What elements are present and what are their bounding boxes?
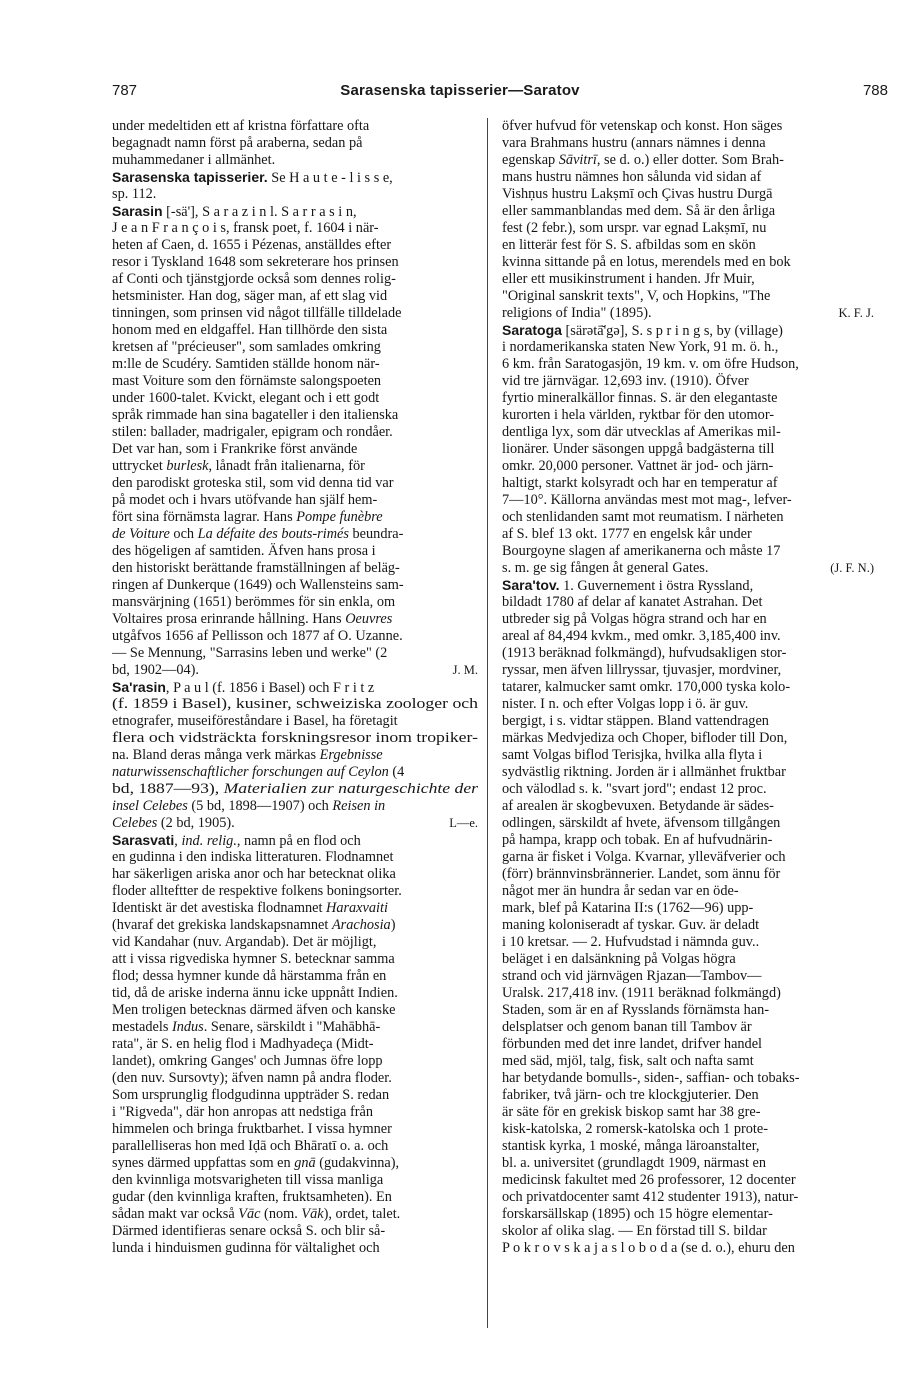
- text-line: medicinsk fakultet med 26 professorer, 12 docenter: [502, 1172, 796, 1188]
- text-line: tid, då de ariske inderna ännu icke uppnått Indien.: [112, 985, 398, 1001]
- text-line: (f. 1859 i Basel), kusiner, schweiziska zoologer och: [112, 696, 478, 712]
- text-line: garna är fisket i Volga. Kvarnar, ylleväfverier och: [502, 849, 786, 865]
- text-line: Sa'rasin, P a u l (f. 1856 i Basel) och F r i t z: [112, 679, 375, 696]
- text-line: flod; dessa hymner kunde då härstamma från en: [112, 968, 387, 984]
- text-line: naturwissenschaftlicher forschungen auf Ceylon (4: [112, 764, 405, 780]
- column-divider: [487, 118, 488, 1328]
- text-line: och stenlidanden samt mot reumatism. I närheten: [502, 509, 784, 525]
- text-line: förbunden med det inre landet, drifver handel: [502, 1036, 763, 1052]
- text-line: religions of India" (1895). K. F. J.: [502, 305, 874, 321]
- text-line: muhammedaner i allmänhet.: [112, 152, 276, 168]
- text-line: eller sammanblandas med dem. Så är den årliga: [502, 203, 776, 219]
- text-line: märkas Medvjediza och Choper, bifloder till Don,: [502, 730, 788, 746]
- text-line: himmelen och bringa fruktbarhet. I vissa hymner: [112, 1121, 392, 1137]
- text-line: under 1600-talet. Kvickt, elegant och i ett godt: [112, 390, 380, 406]
- text-line: ringen af Dunkerque (1649) och Wallensteins sam-: [112, 577, 404, 593]
- text-line: synes därmed uppfattas som en gnā (gudakvinna),: [112, 1155, 400, 1171]
- text-line: de Voiture och La défaite des bouts-rimés beundra-: [112, 526, 404, 542]
- text-line: ryssar, men äfven lillryssar, tjuvasjer, mordviner,: [502, 662, 782, 678]
- text-line: beläget i en dalsänkning på Volgas högra: [502, 951, 736, 967]
- text-line: stantisk kyrka, 1 moské, många läroanstalter,: [502, 1138, 760, 1154]
- text-line: begagnadt namn först på araberna, sedan på: [112, 135, 363, 151]
- author-signature: J. M.: [452, 663, 478, 677]
- text-line: Sarasenska tapisserier. Se H a u t e - l i s s e,: [112, 169, 393, 186]
- text-line: areal af 84,494 kvkm., med omkr. 3,185,400 inv.: [502, 628, 781, 644]
- text-line: parallelliseras hon med Iḍā och Bhāratī o. a. och: [112, 1138, 389, 1154]
- page-number-left: 787: [112, 82, 138, 99]
- text-line: maning koloniseradt af tyskar. Guv. är deladt: [502, 917, 760, 933]
- text-line: Vishṇus hustru Lakṣmī och Çivas hustru Durgā: [502, 186, 773, 202]
- text-line: floder allteftter de respektive folkens boningsorter.: [112, 883, 402, 899]
- text-line: (förr) brännvinsbrännerier. Landet, som ännu för: [502, 866, 781, 882]
- text-line: mansvärjning (1651) berömmes för sin enkla, om: [112, 594, 396, 610]
- text-line: lionärer. Under säsongen uppgå badgästerna till: [502, 441, 775, 457]
- text-line: på hampa, krapp och tobak. En af hufvudnärin-: [502, 832, 773, 848]
- text-line: mans hustru nämnes hon sålunda vid sidan af: [502, 169, 762, 185]
- text-line: mast Voiture som den förnämste salongspoeten: [112, 373, 382, 389]
- text-line: kisk-katolska, 2 romersk-katolska och 1 prote-: [502, 1121, 769, 1137]
- text-line: den historiskt berättande framställningen af beläg-: [112, 560, 400, 576]
- text-line: forskarsällskap (1895) och 15 högre elementar-: [502, 1206, 773, 1222]
- text-line: strand och vid järnvägen Rjazan—Tambov—: [502, 968, 762, 984]
- text-line: haltigt, starkt kolsyradt och har en temperatur af: [502, 475, 778, 491]
- text-line: m:lle de Scudéry. Samtiden ställde honom när-: [112, 356, 380, 372]
- text-line: språk rimmade han sina bagateller i den italienska: [112, 407, 399, 423]
- text-line: na. Bland deras många verk märkas Ergebnisse: [112, 747, 383, 763]
- text-line: och välodlad s. k. "svart jord"; endast 12 proc.: [502, 781, 767, 797]
- text-line: dentliga lyx, som där utvecklas af Amerikas mil-: [502, 424, 781, 440]
- text-line: bd, 1902—04). J. M.: [112, 662, 478, 678]
- text-line: Celebes (2 bd, 1905). L—e.: [112, 815, 478, 831]
- text-line: mark, blef på Katarina II:s (1762—96) upp-: [502, 900, 754, 916]
- text-line: sp. 112.: [112, 186, 157, 202]
- text-line: odlingen, särskildt af hvete, äfvensom tillgången: [502, 815, 781, 831]
- text-line: vid tre järnvägar. 12,693 inv. (1910). Öfver: [502, 373, 749, 389]
- left-column: [112, 118, 478, 1257]
- text-line: flera och vidsträckta forskningsresor inom tropiker-: [112, 730, 478, 746]
- text-line: Sarasin [-sä'], S a r a z i n l. S a r r a s i n,: [112, 203, 357, 220]
- author-signature: K. F. J.: [838, 306, 874, 320]
- text-line: den parodiskt groteska stil, som vid denna tid var: [112, 475, 394, 491]
- text-line: gudar (den kvinnliga kraften, fruktsamheten). En: [112, 1189, 392, 1205]
- text-line: i nordamerikanska staten New York, 91 m. ö. h.,: [502, 339, 779, 355]
- text-line: Uralsk. 217,418 inv. (1911 beräknad folkmängd): [502, 985, 781, 1001]
- text-line: den kvinnliga motsvarigheten till vissa manliga: [112, 1172, 384, 1188]
- text-line: på modet och i hvars utöfvande han själf hem-: [112, 492, 378, 508]
- text-line: vid Kandahar (nuv. Argandab). Det är möjligt,: [112, 934, 377, 950]
- text-line: (1913 beräknad folkmängd), hufvudsakligen stor-: [502, 645, 787, 661]
- text-line: med säd, mjöl, talg, fisk, salt och nafta samt: [502, 1053, 754, 1069]
- text-line: egenskap Sāvitrī, se d. o.) eller dotter. Som Brah-: [502, 152, 784, 168]
- text-line: Identiskt är det avestiska flodnamnet Haraxvaiti: [112, 900, 388, 916]
- text-line: J e a n F r a n ç o i s, fransk poet, f. 1604 i när-: [112, 220, 379, 236]
- text-line: sydvästlig riktning. Jorden är i allmänhet fruktbar: [502, 764, 786, 780]
- text-line: att i vissa rigvediska hymner S. betecknar samma: [112, 951, 395, 967]
- text-line: har säkerligen ariska anor och har betecknat olika: [112, 866, 396, 882]
- text-line: Därmed identifieras senare också S. och blir så-: [112, 1223, 386, 1239]
- text-line: bd, 1887—93), Materialien zur naturgeschichte der: [112, 781, 478, 797]
- text-line: tinningen, som prinsen vid något tillfälle tilldelade: [112, 305, 402, 321]
- text-line: af arealen är skogbevuxen. Betydande är sädes-: [502, 798, 774, 814]
- text-line: en gudinna i den indiska litteraturen. Flodnamnet: [112, 849, 394, 865]
- text-line: fört sina förnämsta lagrar. Hans Pompe funèbre: [112, 509, 383, 525]
- text-line: skolor af olika slag. — En förstad till S. bildar: [502, 1223, 767, 1239]
- text-line: Voltaires prosa erinrande hållning. Hans Oeuvres: [112, 611, 393, 627]
- text-line: delsplatser och genom banan till Tambov är: [502, 1019, 752, 1035]
- text-line: tatarer, kalmucker samt omkr. 170,000 tyska kolo-: [502, 679, 791, 695]
- text-line: mestadels Indus. Senare, särskildt i "Mahābhā-: [112, 1019, 381, 1035]
- text-line: (hvaraf det grekiska landskapsnamnet Arachosia): [112, 917, 396, 933]
- right-column: [502, 118, 874, 1257]
- text-line: i "Rigveda", där hon anropas att nedstiga från: [112, 1104, 373, 1120]
- text-line: Men troligen betecknas därmed äfven och kanske: [112, 1002, 396, 1018]
- page-number-right: 788: [862, 82, 888, 99]
- text-line: fabriker, två järn- och tre klockgjuterier. Den: [502, 1087, 759, 1103]
- text-line: kretsen af "précieuser", som samlades omkring: [112, 339, 381, 355]
- running-title: Sarasenska tapisserier—Saratov: [340, 82, 580, 99]
- text-line: heten af Caen, d. 1655 i Pézenas, anställdes efter: [112, 237, 392, 253]
- text-line: landet), omkring Ganges' och Jumnas öfre lopp: [112, 1053, 383, 1069]
- text-line: Det var han, som i Frankrike först använde: [112, 441, 358, 457]
- text-line: Bourgoyne slagen af amerikanerna och måste 17: [502, 543, 781, 559]
- text-line: samt Volgas biflod Terisjka, hvilka alla flyta i: [502, 747, 763, 763]
- text-line: Som ursprunglig flodgudinna uppträder S. redan: [112, 1087, 390, 1103]
- text-line: fest (2 febr.), som urspr. var egnad Lakṣmī, nu: [502, 220, 767, 236]
- text-line: honom med en eldgaffel. Han tillhörde den sista: [112, 322, 388, 338]
- text-line: vara Brahmans hustru (annars nämnes i denna: [502, 135, 766, 151]
- text-line: utgåfvos 1656 af Pellisson och 1877 af O. Uzanne.: [112, 628, 403, 644]
- text-line: bergigt, i s. vidtar stäppen. Bland vattendragen: [502, 713, 769, 729]
- text-line: stilen: ballader, madrigaler, epigram och rondåer.: [112, 424, 393, 440]
- text-line: "Original sanskrit texts", V, och Hopkins, "The: [502, 288, 771, 304]
- text-line: insel Celebes (5 bd, 1898—1907) och Reisen in: [112, 798, 386, 814]
- text-line: kvinna sittande på en lotus, merendels med en bok: [502, 254, 791, 270]
- text-line: är säte för en grekisk biskop samt har 38 gre-: [502, 1104, 761, 1120]
- text-line: resor i Tyskland 1648 som sekreterare hos prinsen: [112, 254, 399, 270]
- author-signature: (J. F. N.): [830, 561, 874, 575]
- text-line: bildadt 1780 af delar af kanatet Astrahan. Det: [502, 594, 763, 610]
- text-line: nister. I n. och efter Volgas lopp i ö. är guv.: [502, 696, 749, 712]
- text-line: etnografer, museiföreståndare i Basel, ha företagit: [112, 713, 398, 729]
- text-line: något mer än hundra år sedan var en öde-: [502, 883, 739, 899]
- text-line: fyrtio mineralkällor finnas. S. är den elegantaste: [502, 390, 778, 406]
- text-line: Sara'tov. 1. Guvernement i östra Ryssland,: [502, 577, 754, 594]
- text-line: sådan makt var också Vāc (nom. Vāk), ordet, talet.: [112, 1206, 401, 1222]
- text-line: rata", är S. en helig flod i Madhyadeça (Midt-: [112, 1036, 374, 1052]
- text-line: en litterär fest för S. S. afbildas som en skön: [502, 237, 756, 253]
- text-line: s. m. ge sig fången åt general Gates. (J. F. N.): [502, 560, 874, 576]
- text-line: under medeltiden ett af kristna författare ofta: [112, 118, 370, 134]
- text-line: P o k r o v s k a j a s l o b o d a (se d. o.), ehuru den: [502, 1240, 795, 1256]
- text-line: har betydande bomulls-, siden-, saffian- och tobaks-: [502, 1070, 800, 1086]
- text-line: af S. blef 13 okt. 1777 en engelsk kår under: [502, 526, 752, 542]
- text-line: (den nuv. Sursovty); äfven namn på andra floder.: [112, 1070, 392, 1086]
- text-line: hetsminister. Han dog, säger man, af ett slag vid: [112, 288, 388, 304]
- text-line: 7—10°. Källorna användas mest mot mag-, lefver-: [502, 492, 792, 508]
- text-line: eller ett musikinstrument i handen. Jfr Muir,: [502, 271, 755, 287]
- text-line: — Se Mennung, "Sarrasins leben und werke" (2: [112, 645, 388, 661]
- author-signature: L—e.: [449, 816, 478, 830]
- text-line: och privatdocenter samt 412 studenter 1913), natur-: [502, 1189, 799, 1205]
- text-line: Saratoga [särətā̆'gə], S. s p r i n g s, by (village): [502, 322, 783, 339]
- text-line: Sarasvati, ind. relig., namn på en flod och: [112, 832, 361, 849]
- text-line: uttrycket burlesk, lånadt från italienarna, för: [112, 458, 365, 474]
- text-line: bl. a. universitet (grundlagdt 1909, närmast en: [502, 1155, 767, 1171]
- text-line: utbreder sig på Volgas högra strand och har en: [502, 611, 767, 627]
- text-line: lunda i hinduismen gudinna för vältalighet och: [112, 1240, 380, 1256]
- text-line: öfver hufvud för vetenskap och konst. Hon säges: [502, 118, 783, 134]
- text-line: des högeligen af samtiden. Äfven hans prosa i: [112, 543, 376, 559]
- text-line: Staden, som är en af Rysslands förnämsta han-: [502, 1002, 770, 1018]
- text-line: 6 km. från Saratogasjön, 19 km. v. om öfre Hudson,: [502, 356, 799, 372]
- text-line: kurorten i hela världen, ryktbar för den utomor-: [502, 407, 775, 423]
- text-line: omkr. 20,000 personer. Vattnet är jod- och järn-: [502, 458, 774, 474]
- text-line: af Conti och tjänstgjorde också som dennes rolig-: [112, 271, 396, 287]
- text-line: i 10 kretsar. — 2. Hufvudstad i nämnda guv..: [502, 934, 760, 950]
